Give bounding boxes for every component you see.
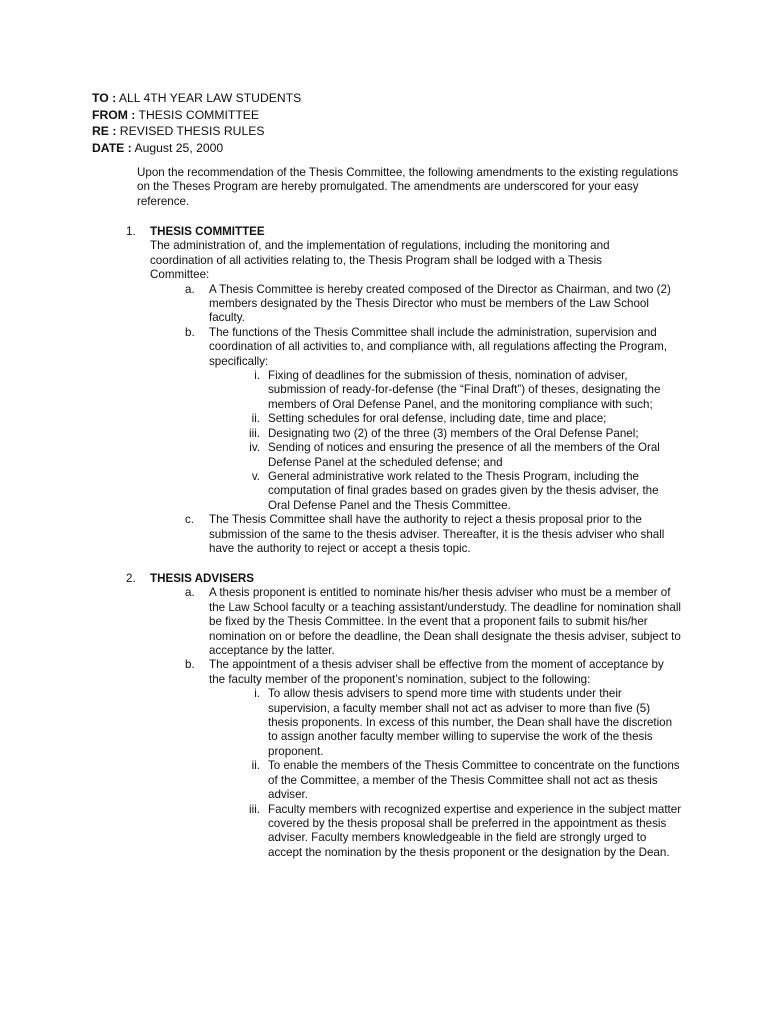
- list-marker: b.: [185, 325, 195, 339]
- list-item-text: The functions of the Thesis Committee shall include the administration, supervision and coordination of all activities to, and compliance with, all regulations affecting the Program, specifically:: [209, 325, 667, 368]
- sublist-marker: v.: [251, 469, 260, 483]
- sublist-item-text: To allow thesis advisers to spend more time with students under their supervision, a faculty member shall not act as adviser to more than five (5) thesis proponents. In excess of this number, the Dean shall have the discretion to assign another faculty member willing to supervise the work of the thesis proponent.: [268, 687, 673, 758]
- memo-from-line: [92, 107, 652, 124]
- sublist-item: [249, 802, 682, 861]
- sublist-item-text: Sending of notices and ensuring the presence of all the members of the Oral Defense Panel at the scheduled defense; and: [268, 441, 660, 469]
- sublist-item-text: Designating two (2) of the three (3) members of the Oral Defense Panel;: [268, 426, 639, 440]
- sublist-marker: ii.: [251, 412, 260, 426]
- memo-to-line: [92, 90, 652, 107]
- list-item: [185, 658, 681, 687]
- to-value: ALL 4TH YEAR LAW STUDENTS: [118, 91, 302, 105]
- sublist-item-text: To enable the members of the Thesis Committee to concentrate on the functions of the Committee, a member of the Thesis Committee shall not act as thesis adviser.: [268, 759, 680, 802]
- re-value: REVISED THESIS RULES: [119, 124, 265, 138]
- sublist-item: [254, 687, 682, 759]
- section-number: 2.: [126, 572, 136, 585]
- sublist-item: [249, 426, 682, 441]
- sublist-marker: iv.: [249, 441, 260, 455]
- section-text: The administration of, and the implementation of regulations, including the monitoring and coordination of all activities relating to, the Thesis Program shall be lodged with a Thesis Committee:: [150, 239, 610, 282]
- section-title: THESIS ADVISERS: [150, 572, 254, 585]
- sublist-marker: i.: [254, 687, 260, 701]
- section-number: 1.: [126, 225, 136, 238]
- from-value: THESIS COMMITTEE: [138, 107, 260, 122]
- memo-header: [92, 90, 652, 156]
- section-heading: [126, 572, 686, 586]
- section-thesis-advisers: [126, 572, 686, 860]
- from-label: FROM :: [92, 107, 136, 122]
- list-item: [185, 586, 681, 658]
- date-label: DATE :: [92, 140, 132, 155]
- list-item: [185, 325, 681, 369]
- date-value: August 25, 2000: [134, 140, 224, 155]
- memo-date-line: [92, 140, 652, 157]
- section-thesis-committee: [126, 225, 686, 556]
- list-item-text: The Thesis Committee shall have the authority to reject a thesis proposal prior to the submission of the same to the thesis adviser. Thereafter, it is the thesis adviser who shall have the authority to reject or accept a thesis topic.: [209, 513, 665, 555]
- intro-paragraph: Upon the recommendation of the Thesis Committee, the following amendments to the existing regulations on the Theses Program are hereby promulgated. The amendments are underscored for your easy reference.: [137, 166, 679, 208]
- sublist-marker: iii.: [249, 426, 260, 440]
- list-item: [185, 513, 681, 556]
- section-heading: [126, 225, 686, 239]
- sublist-item: [251, 759, 682, 802]
- list-item-text: A Thesis Committee is hereby created composed of the Director as Chairman, and two (2) members designated by the Thesis Director who must be members of the Law School faculty.: [209, 282, 671, 325]
- sublist-item-text: Setting schedules for oral defense, including date, time and place;: [268, 412, 607, 426]
- section-title: THESIS COMMITTEE: [150, 225, 265, 238]
- list-marker: c.: [185, 513, 195, 527]
- memo-re-line: [92, 123, 652, 140]
- sublist-item-text: Fixing of deadlines for the submission of thesis, nomination of adviser, submission of ready-for-defense (the “Final Draft”) of theses, designating the members of Oral Defense Panel, and the monitoring compliance with such;: [268, 369, 661, 411]
- list-item-text: A thesis proponent is entitled to nominate his/her thesis adviser who must be a member of the Law School faculty or a teaching assistant/understudy. The deadline for nomination shall be fixed by the Thesis Committee. In the event that a proponent fails to submit his/her nomination on or before the deadline, the Dean shall designate the thesis adviser, subject to acceptance by the latter.: [209, 586, 681, 658]
- sublist-item-text: Faculty members with recognized expertise and experience in the subject matter covered by the thesis proposal shall be preferred in the appointment as thesis adviser. Faculty members knowledgeable in the field are strongly urged to accept the nomination by the thesis proponent or the designation by the Dean.: [268, 802, 682, 859]
- sublist-marker: ii.: [251, 759, 260, 773]
- list-marker: a.: [185, 586, 195, 600]
- sublist-item: [249, 441, 682, 470]
- sublist-item: [254, 369, 682, 412]
- list-marker: b.: [185, 658, 195, 672]
- sublist-marker: iii.: [249, 802, 260, 816]
- sublist-item-text: General administrative work related to the Thesis Program, including the computation of final grades based on grades given by the thesis adviser, the Oral Defense Panel and the Thesis Committee.: [268, 469, 659, 512]
- sublist-marker: i.: [254, 369, 260, 383]
- sublist-item: [251, 469, 682, 513]
- list-item: [185, 282, 681, 326]
- list-item-text: The appointment of a thesis adviser shall be effective from the moment of acceptance by the faculty member of the proponent’s nomination, subject to the following:: [209, 658, 664, 686]
- to-label: TO :: [92, 91, 117, 105]
- list-marker: a.: [185, 282, 195, 296]
- sublist-item: [251, 412, 682, 426]
- re-label: RE :: [92, 124, 117, 138]
